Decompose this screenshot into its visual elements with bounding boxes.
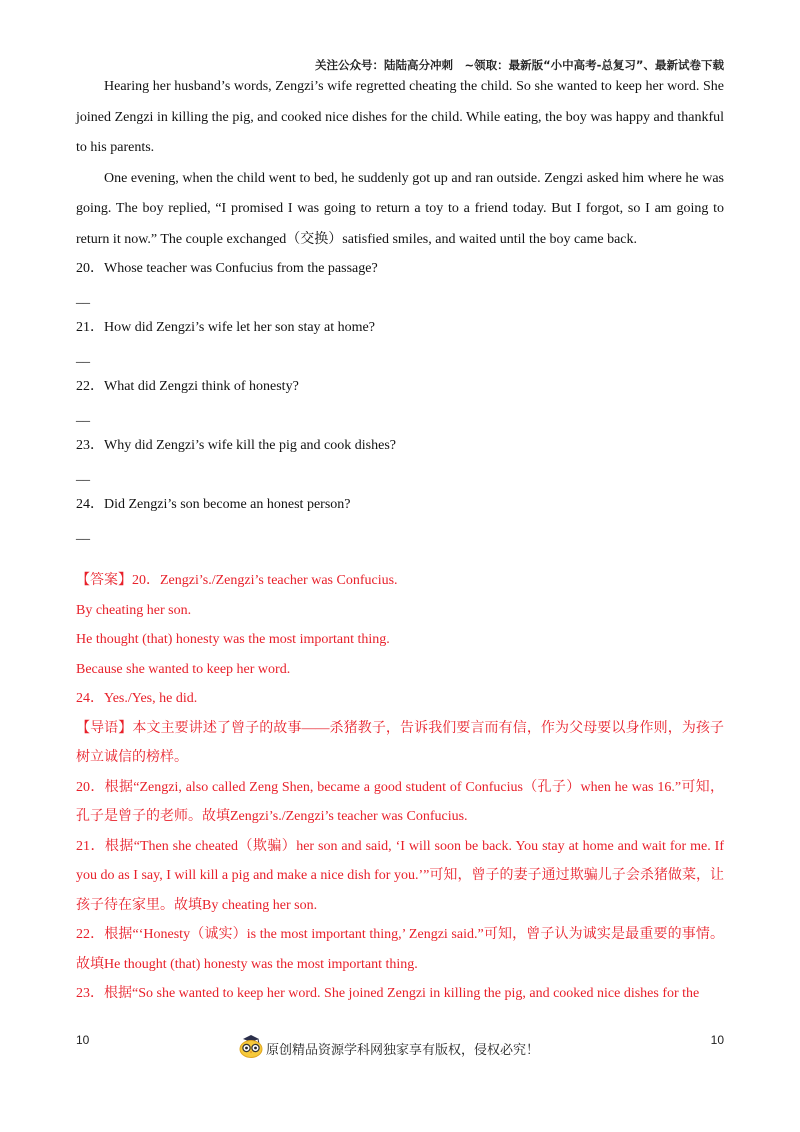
answer-line: 24．Yes./Yes, he did.: [76, 691, 198, 706]
question-24: 24．Did Zengzi’s son become an honest person?: [76, 497, 351, 512]
owl-mascot-icon: [238, 1033, 266, 1063]
answer-line: By cheating her son.: [76, 602, 192, 618]
passage-paragraph: One evening, when the child went to bed, he suddenly got up and ran outside. Zengzi asked him where he was going. The boy replied, “I promised I was going to return a toy to a friend today. But I forgot, so I am going to return it now.” The couple exchanged（交换）satisfied smiles, and waited until the boy came back.: [76, 170, 724, 247]
question-23: 23．Why did Zengzi’s wife kill the pig and cook dishes?: [76, 438, 396, 453]
footer-copyright: [238, 1033, 539, 1063]
explanation-20: 20．根据“Zengzi, also called Zeng Shen, became a good student of Confucius（孔子）when he was 16.”可知，孔子是曾子的老师。故填Zengzi’s./Zengzi’s teacher was Confucius.: [76, 779, 724, 824]
question-22: 22．What did Zengzi think of honesty?: [76, 379, 299, 394]
answer-blank: __: [76, 527, 90, 542]
page-header: 关注公众号：陆陆高分冲刺 ~领取：最新版“小中高考-总复习”、最新试卷下载: [314, 58, 724, 72]
answer-line: 【答案】20．Zengzi’s./Zengzi’s teacher was Confucius.: [76, 573, 398, 588]
page-number-right: 10: [710, 1033, 724, 1047]
answer-line: He thought (that) honesty was the most important thing.: [76, 632, 390, 647]
guide-paragraph: 【导语】本文主要讲述了曾子的故事——杀猪教子，告诉我们要言而有信，作为父母要以身作则，为孩子树立诚信的榜样。: [76, 720, 725, 765]
answer-blank: __: [76, 350, 90, 365]
answer-line: Because she wanted to keep her word.: [76, 661, 291, 677]
answer-label: 【答案】: [76, 573, 132, 588]
answer-blank: __: [76, 468, 90, 483]
page-content: [76, 72, 724, 1009]
answer-blank: __: [76, 409, 90, 424]
answer-blank: __: [76, 291, 90, 306]
guide-label: 【导语】: [76, 720, 133, 736]
explanation-21: 21．根据“Then she cheated（欺骗）her son and said, ‘I will soon be back. You stay at home and wait for me. If you do as I say, I will kill a pig and make a nice dish for you.’”可知，曾子的妻子通过欺骗儿子会杀猪做菜，让孩子待在家里。故填By cheating her son.: [76, 838, 724, 913]
explanation-23: 23．根据“So she wanted to keep her word. She joined Zengzi in killing the pig, and cooked nice dishes for the: [76, 986, 700, 1001]
question-21: 21．How did Zengzi’s wife let her son stay at home?: [76, 320, 375, 335]
footer-copyright-text: 原创精品资源学科网独家享有版权，侵权必究！: [266, 1042, 540, 1058]
passage-paragraph: Hearing her husband’s words, Zengzi’s wife regretted cheating the child. So she wanted to keep her word. She joined Zengzi in killing the pig, and cooked nice dishes for the child. While eating, the boy was happy and thankful to his parents.: [76, 79, 724, 155]
explanation-22: 22．根据“‘Honesty（诚实）is the most important thing,’ Zengzi said.”可知，曾子认为诚实是最重要的事情。故填He thought (that) honesty was the most important thing.: [76, 927, 724, 972]
page-number-left: 10: [76, 1033, 90, 1047]
question-20: 20．Whose teacher was Confucius from the passage?: [76, 261, 378, 276]
